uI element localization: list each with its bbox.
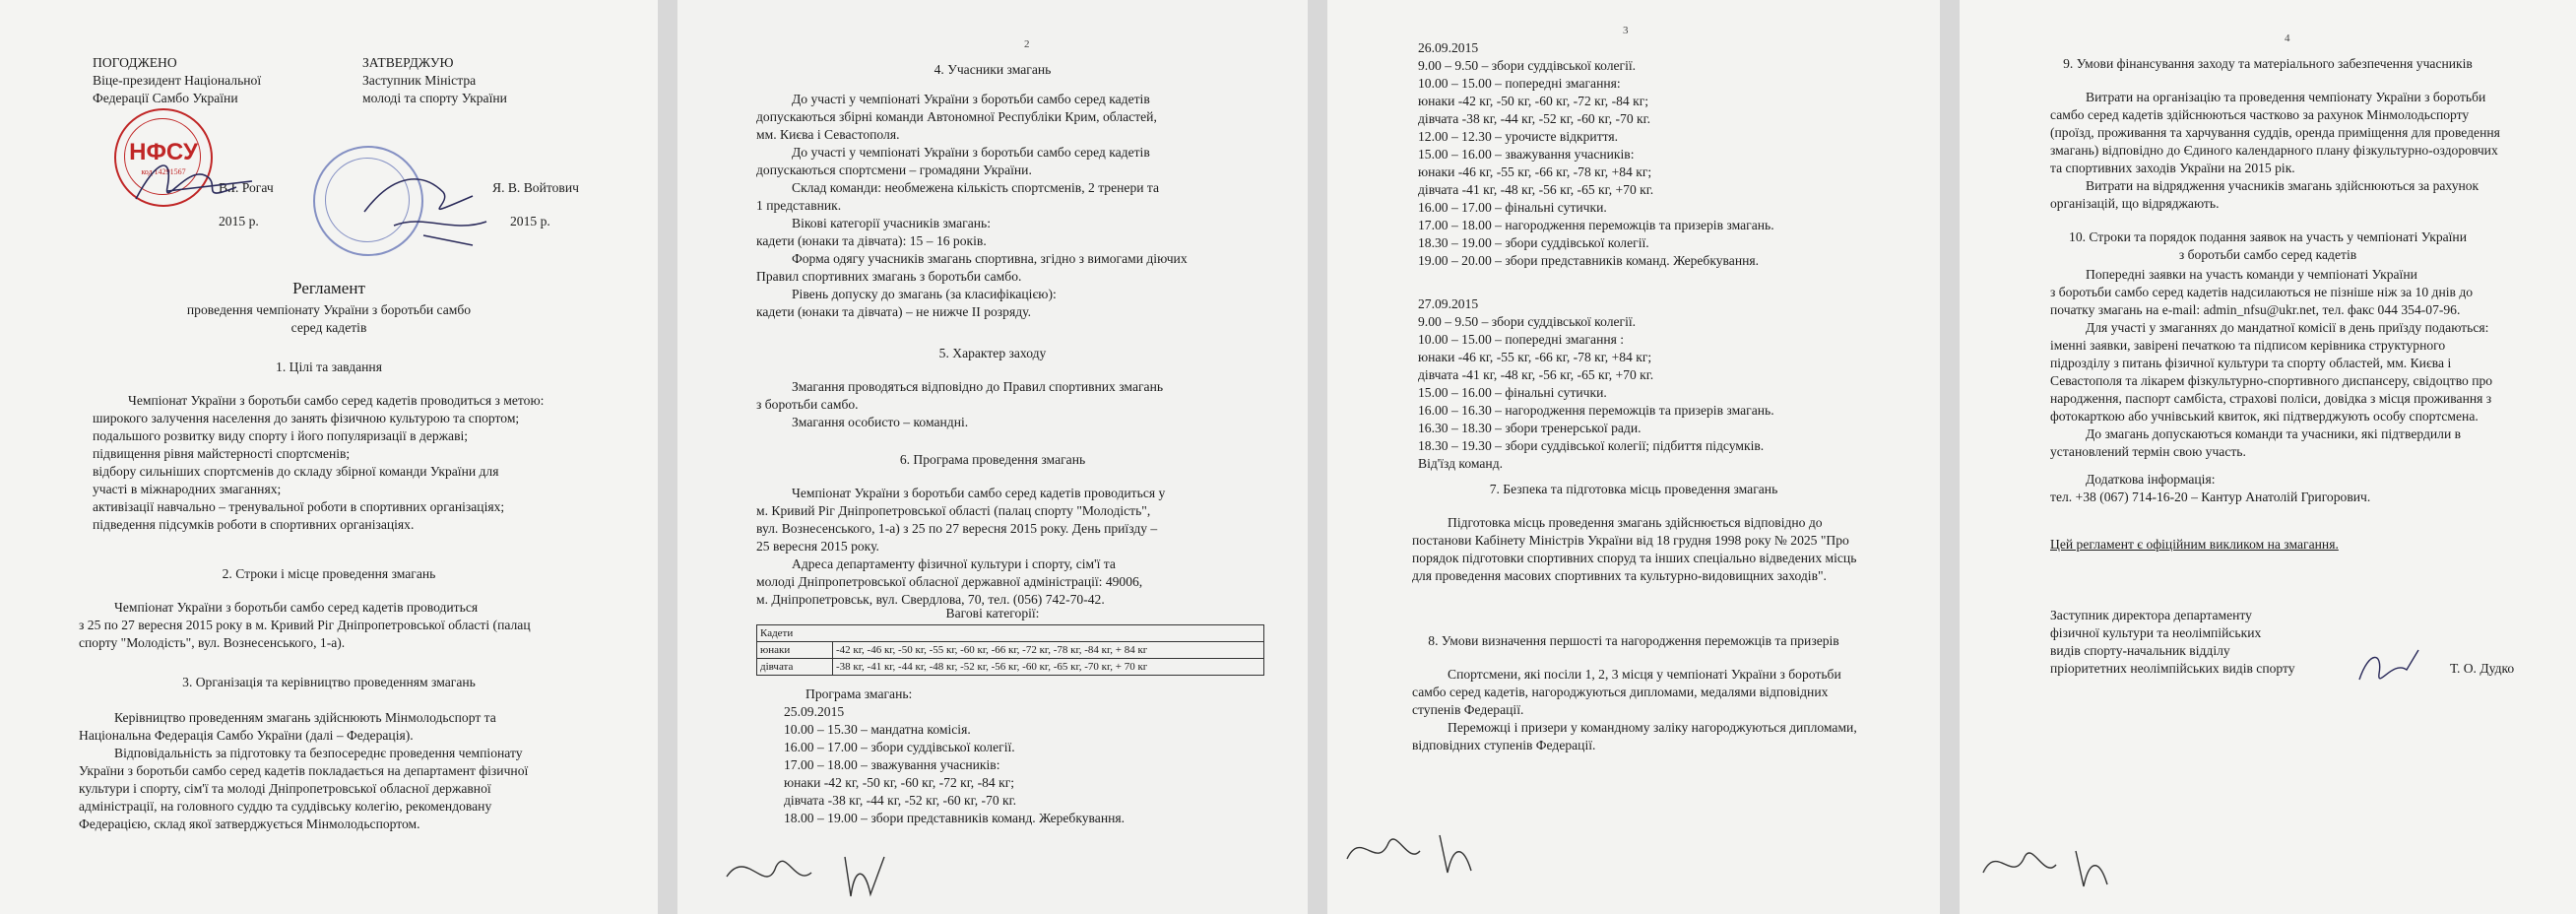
program-day-2 xyxy=(1418,39,1910,270)
approval-right-name: Я. В. Войтович xyxy=(492,180,579,195)
text-line: участі в міжнародних змаганнях; xyxy=(93,482,282,496)
text-line: Чемпіонат України з боротьби самбо серед кадетів проводиться у xyxy=(792,486,1166,500)
text-line: Витрати на відрядження учасників змагань здійснюються за рахунок xyxy=(2086,178,2479,193)
text-line: кадети (юнаки та дівчата) – не нижче ІІ розряду. xyxy=(756,304,1031,319)
text-line: ступенів Федерації. xyxy=(1412,702,1524,717)
section-8-body xyxy=(1412,666,1924,754)
approval-right xyxy=(362,54,507,107)
section-2-body xyxy=(79,599,630,652)
text-line: установлений термін свою участь. xyxy=(2050,444,2246,459)
text-line: Форма одягу учасників змагань спортивна, згідно з вимогами діючих xyxy=(792,251,1188,266)
text-line: 12.00 – 12.30 – урочисте відкриття. xyxy=(1418,129,1619,144)
section-9-heading: 9. Умови фінансування заходу та матеріального забезпечення учасників xyxy=(2063,56,2473,71)
table-row xyxy=(757,625,1264,642)
document-title: Регламент xyxy=(292,279,365,297)
text-line: м. Кривий Ріг Дніпропетровської області (палац спорту "Молодість", xyxy=(756,503,1151,518)
heading-line: 10. Строки та порядок подання заявок на участь у чемпіонаті України xyxy=(2069,229,2467,244)
text-line: змагань) відповідно до Єдиного календарного плану фізкультурно-оздоровчих xyxy=(2050,143,2498,158)
text-line: 18.30 – 19.00 – збори суддівської колегії. xyxy=(1418,235,1649,250)
text-line: 16.00 – 17.00 – збори суддівської колегії. xyxy=(784,740,1015,754)
text-line: Спортсмени, які посіли 1, 2, 3 місця у чемпіонаті України з боротьби xyxy=(1448,667,1841,682)
text-line: Склад команди: необмежена кількість спортсменів, 2 тренери та xyxy=(792,180,1160,195)
text-line: 26.09.2015 xyxy=(1418,40,1479,55)
text-line: 10.00 – 15.30 – мандатна комісія. xyxy=(784,722,971,737)
text-line: 25.09.2015 xyxy=(784,704,845,719)
table-cell: дівчата xyxy=(757,659,833,676)
text-line: Підготовка місць проведення змагань здійснюється відповідно до xyxy=(1448,515,1823,530)
text-line: Рівень допуску до змагань (за класифікацією): xyxy=(792,287,1057,301)
text-line: Чемпіонат України з боротьби самбо серед кадетів проводиться з метою: xyxy=(128,393,545,408)
text-line: активізації навчально – тренувальної роботи в спортивних організаціях; xyxy=(93,499,505,514)
text-line: постанови Кабінету Міністрів України від 18 грудня 1998 року № 2025 "Про xyxy=(1412,533,1849,548)
text-line: Севастополя та лікарем фізкультурно-спортивного диспансеру, свідоцтво про xyxy=(2050,373,2493,388)
subtitle-line: проведення чемпіонату України з боротьби самбо xyxy=(186,302,472,317)
approval-left-line: Федерації Самбо України xyxy=(93,91,238,105)
text-line: Вікові категорії учасників змагань: xyxy=(792,216,992,230)
program-day-3 xyxy=(1418,295,1910,473)
section-10-body xyxy=(2050,266,2562,461)
text-line: юнаки -46 кг, -55 кг, -66 кг, -78 кг, +84 кг; xyxy=(1418,350,1652,364)
text-line: 25 вересня 2015 року. xyxy=(756,539,879,554)
signer-position xyxy=(2050,607,2295,678)
approval-left xyxy=(93,54,261,107)
nfsu-stamp-icon xyxy=(114,108,213,207)
text-line: Федерацією, склад якої затверджується Мінмолодьспортом. xyxy=(79,816,420,831)
section-3-heading: 3. Організація та керівництво проведенням змагань xyxy=(182,675,476,689)
signature-voitovych-icon xyxy=(354,153,502,251)
section-2-heading: 2. Строки і місце проведення змагань xyxy=(222,566,436,581)
text-line: юнаки -46 кг, -55 кг, -66 кг, -78 кг, +84 кг; xyxy=(1418,164,1652,179)
text-line: іменні заявки, завірені печаткою та підписом керівника структурного xyxy=(2050,338,2446,353)
signature-dudko-icon xyxy=(2350,640,2428,699)
text-line: 9.00 – 9.50 – збори суддівської колегії. xyxy=(1418,314,1637,329)
section-5-body xyxy=(756,378,1268,431)
text-line: Переможці і призери у командному заліку нагороджуються дипломами, xyxy=(1448,720,1857,735)
text-line: кадети (юнаки та дівчата): 15 – 16 років. xyxy=(756,233,987,248)
approval-right-line: ЗАТВЕРДЖУЮ xyxy=(362,55,454,70)
text-line: 10.00 – 15.00 – попередні змагання: xyxy=(1418,76,1621,91)
text-line: організацій, що відряджають. xyxy=(2050,196,2220,211)
text-line: дівчата -38 кг, -44 кг, -52 кг, -60 кг, -70 кг. xyxy=(784,793,1017,808)
table-cell: Кадети xyxy=(757,625,1264,642)
approval-left-name: В.І. Рогач xyxy=(219,180,274,195)
text-line: 16.30 – 18.30 – збори тренерської ради. xyxy=(1418,421,1642,435)
section-7-heading: 7. Безпека та підготовка місць проведення змагань xyxy=(1489,482,1778,496)
page-number: 3 xyxy=(1623,25,1629,36)
heading-line: з боротьби самбо серед кадетів xyxy=(2178,247,2357,262)
text-line: підведення підсумків роботи в спортивних організаціях. xyxy=(93,517,415,532)
text-line: Правил спортивних змагань з боротьби самбо. xyxy=(756,269,1022,284)
section-3-body xyxy=(79,709,630,833)
subtitle-line: серед кадетів xyxy=(290,320,367,335)
section-4-body xyxy=(756,91,1268,321)
text-line: пріоритетних неолімпійських видів спорту xyxy=(2050,661,2295,676)
text-line: з боротьби самбо. xyxy=(756,397,859,412)
section-6-heading: 6. Програма проведення змагань xyxy=(899,452,1086,467)
text-line: дівчата -41 кг, -48 кг, -56 кг, -65 кг, +70 кг. xyxy=(1418,182,1654,197)
text-line: 17.00 – 18.00 – зважування учасників: xyxy=(784,757,1000,772)
text-line: підрозділу з питань фізичної культури та спорту областей, мм. Києва і xyxy=(2050,356,2452,370)
signer-name: Т. О. Дудко xyxy=(2450,661,2515,676)
contact-line: тел. +38 (067) 714-16-20 – Кантур Анатолій Григорович. xyxy=(2050,490,2371,504)
text-line: відбору сильніших спортсменів до складу збірної команди України для xyxy=(93,464,499,479)
text-line: допускаються збірні команди Автономної Республіки Крим, областей, xyxy=(756,109,1157,124)
approval-right-year: 2015 р. xyxy=(510,214,550,228)
text-line: Для участі у змаганнях до мандатної комісії в день приїзду подаються: xyxy=(2086,320,2489,335)
section-5-heading: 5. Характер заходу xyxy=(938,346,1047,360)
text-line: 15.00 – 16.00 – зважування учасників: xyxy=(1418,147,1635,162)
text-line: Відповідальність за підготовку та безпосереднє проведення чемпіонату xyxy=(114,746,523,760)
text-line: (проїзд, проживання та харчування суддів, оренда приміщення для проведення xyxy=(2050,125,2500,140)
text-line: початку змагань на e-mail: admin_nfsu@ukr.net, тел. факс 044 354-07-96. xyxy=(2050,302,2461,317)
program-day-1 xyxy=(784,703,1276,827)
text-line: з 25 по 27 вересня 2015 року в м. Кривий Ріг Дніпропетровської області (палац xyxy=(79,618,531,632)
text-line: м. Дніпропетровськ, вул. Свердлова, 70, тел. (056) 742-70-42. xyxy=(756,592,1105,607)
text-line: дівчата -38 кг, -44 кг, -52 кг, -60 кг, -70 кг. xyxy=(1418,111,1651,126)
text-line: для проведення масових спортивних та культурно-видовищних заходів". xyxy=(1412,568,1827,583)
text-line: До змагань допускаються команди та учасники, які підтвердили в xyxy=(2086,426,2462,441)
text-line: підвищення рівня майстерності спортсменів; xyxy=(93,446,351,461)
text-line: 18.30 – 19.30 – збори суддівської колегії; підбиття підсумків. xyxy=(1418,438,1765,453)
ministry-stamp-icon xyxy=(313,146,423,256)
text-line: самбо серед кадетів здійснюються частково за рахунок Мінмолодьспорту xyxy=(2050,107,2470,122)
text-line: Витрати на організацію та проведення чемпіонату України з боротьби xyxy=(2086,90,2486,104)
initials-signature-icon xyxy=(1337,816,1495,884)
page-number: 2 xyxy=(1024,38,1030,50)
text-line: 16.00 – 16.30 – нагородження переможців та призерів змагань. xyxy=(1418,403,1774,418)
approval-left-line: Віце-президент Національної xyxy=(93,73,262,88)
text-line: спорту "Молодість", вул. Вознесенського, 1-а). xyxy=(79,635,346,650)
stamp-label: НФСУ xyxy=(129,139,198,165)
text-line: Від'їзд команд. xyxy=(1418,456,1504,471)
table-row xyxy=(757,659,1264,676)
text-line: Національна Федерація Самбо України (далі – Федерація). xyxy=(79,728,414,743)
text-line: дівчата -41 кг, -48 кг, -56 кг, -65 кг, +70 кг. xyxy=(1418,367,1654,382)
text-line: 1 представник. xyxy=(756,198,842,213)
section-7-body xyxy=(1412,514,1924,585)
text-line: Чемпіонат України з боротьби самбо серед кадетів проводиться xyxy=(114,600,479,615)
text-line: народження, паспорт самбіста, страхові поліси, довідка з місця проживання з xyxy=(2050,391,2492,406)
text-line: порядок підготовки спортивних споруд та інших спеціально відведених місць xyxy=(1412,551,1857,565)
section-6-body xyxy=(756,485,1268,609)
contact-heading: Додаткова інформація: xyxy=(2086,472,2216,487)
table-row xyxy=(757,642,1264,659)
table-cell: -42 кг, -46 кг, -50 кг, -55 кг, -60 кг, -66 кг, -72 кг, -78 кг, -84 кг, + 84 кг xyxy=(833,642,1264,659)
stamp-code: код 14291567 xyxy=(141,167,186,176)
approval-left-line: ПОГОДЖЕНО xyxy=(93,55,177,70)
section-1-heading: 1. Цілі та завдання xyxy=(276,359,382,374)
section-4-heading: 4. Учасники змагань xyxy=(934,62,1052,77)
table-cell: -38 кг, -41 кг, -44 кг, -48 кг, -52 кг, -56 кг, -60 кг, -65 кг, -70 кг, + 70 кг xyxy=(833,659,1264,676)
page-2 xyxy=(677,0,1308,914)
text-line: Керівництво проведенням змагань здійснюють Мінмолодьспорт та xyxy=(114,710,496,725)
approval-right-line: молоді та спорту України xyxy=(362,91,507,105)
page-3 xyxy=(1327,0,1940,914)
text-line: 16.00 – 17.00 – фінальні сутички. xyxy=(1418,200,1607,215)
text-line: 18.00 – 19.00 – збори представників команд. Жеребкування. xyxy=(784,811,1126,825)
text-line: юнаки -42 кг, -50 кг, -60 кг, -72 кг, -84 кг; xyxy=(784,775,1015,790)
text-line: До участі у чемпіонаті України з боротьби самбо серед кадетів xyxy=(792,145,1150,160)
text-line: 10.00 – 15.00 – попередні змагання : xyxy=(1418,332,1625,347)
official-notice: Цей регламент є офіційним викликом на змагання. xyxy=(2050,537,2339,552)
weight-categories-table xyxy=(756,624,1264,676)
text-line: культури і спорту, сім'ї та молоді Дніпропетровської обласної державної xyxy=(79,781,491,796)
text-line: адміністрації, на головного суддю та суддівську колегію, рекомендовану xyxy=(79,799,492,814)
approval-right-line: Заступник Міністра xyxy=(362,73,477,88)
text-line: та спортивних заходів України на 2015 рік. xyxy=(2050,161,2295,175)
text-line: допускаються спортсмени – громадяни України. xyxy=(756,163,1032,177)
section-8-heading: 8. Умови визначення першості та нагородження переможців та призерів xyxy=(1428,633,1839,648)
text-line: Заступник директора департаменту xyxy=(2050,608,2252,622)
approval-left-year: 2015 р. xyxy=(219,214,259,228)
text-line: подальшого розвитку виду спорту і його популяризації в державі; xyxy=(93,428,469,443)
text-line: 27.09.2015 xyxy=(1418,296,1479,311)
initials-signature-icon xyxy=(717,837,934,906)
text-line: самбо серед кадетів, нагороджуються дипломами, медалями відповідних xyxy=(1412,685,1829,699)
text-line: Попередні заявки на участь команди у чемпіонаті України xyxy=(2086,267,2417,282)
text-line: молоді Дніпропетровської обласної державної адміністрації: 49006, xyxy=(756,574,1143,589)
text-line: 17.00 – 18.00 – нагородження переможців та призерів змагань. xyxy=(1418,218,1774,232)
text-line: До участі у чемпіонаті України з боротьби самбо серед кадетів xyxy=(792,92,1150,106)
text-line: мм. Києва і Севастополя. xyxy=(756,127,900,142)
section-10-heading xyxy=(1960,228,2576,264)
text-line: відповідних ступенів Федерації. xyxy=(1412,738,1596,752)
page-number: 4 xyxy=(2285,33,2290,44)
text-line: 19.00 – 20.00 – збори представників команд. Жеребкування. xyxy=(1418,253,1760,268)
initials-signature-icon xyxy=(1973,829,2131,898)
section-1-body xyxy=(93,392,624,534)
text-line: України з боротьби самбо серед кадетів покладається на департамент фізичної xyxy=(79,763,529,778)
text-line: з боротьби самбо серед кадетів надсилаються не пізніше ніж за 10 днів до xyxy=(2050,285,2474,299)
text-line: вул. Вознесенського, 1-а) з 25 по 27 вересня 2015 року. День приїзду – xyxy=(756,521,1158,536)
text-line: Адреса департаменту фізичної культури і спорту, сім'ї та xyxy=(792,556,1116,571)
text-line: юнаки -42 кг, -50 кг, -60 кг, -72 кг, -84 кг; xyxy=(1418,94,1649,108)
text-line: широкого залучення населення до занять фізичною культурою та спортом; xyxy=(93,411,520,425)
table-cell: юнаки xyxy=(757,642,833,659)
program-heading: Програма змагань: xyxy=(805,686,913,701)
page-1 xyxy=(0,0,658,914)
weight-categories-title: Вагові категорії: xyxy=(945,606,1040,620)
section-9-body xyxy=(2050,89,2562,213)
text-line: видів спорту-начальник відділу xyxy=(2050,643,2230,658)
text-line: фізичної культури та неолімпійських xyxy=(2050,625,2262,640)
document-subtitle xyxy=(0,301,658,337)
text-line: фотокарткою або учнівський квиток, які підтверджують особу спортсмена. xyxy=(2050,409,2479,424)
text-line: 15.00 – 16.00 – фінальні сутички. xyxy=(1418,385,1607,400)
page-4 xyxy=(1960,0,2576,914)
text-line: 9.00 – 9.50 – збори суддівської колегії. xyxy=(1418,58,1637,73)
text-line: Змагання проводяться відповідно до Правил спортивних змагань xyxy=(792,379,1164,394)
text-line: Змагання особисто – командні. xyxy=(792,415,969,429)
